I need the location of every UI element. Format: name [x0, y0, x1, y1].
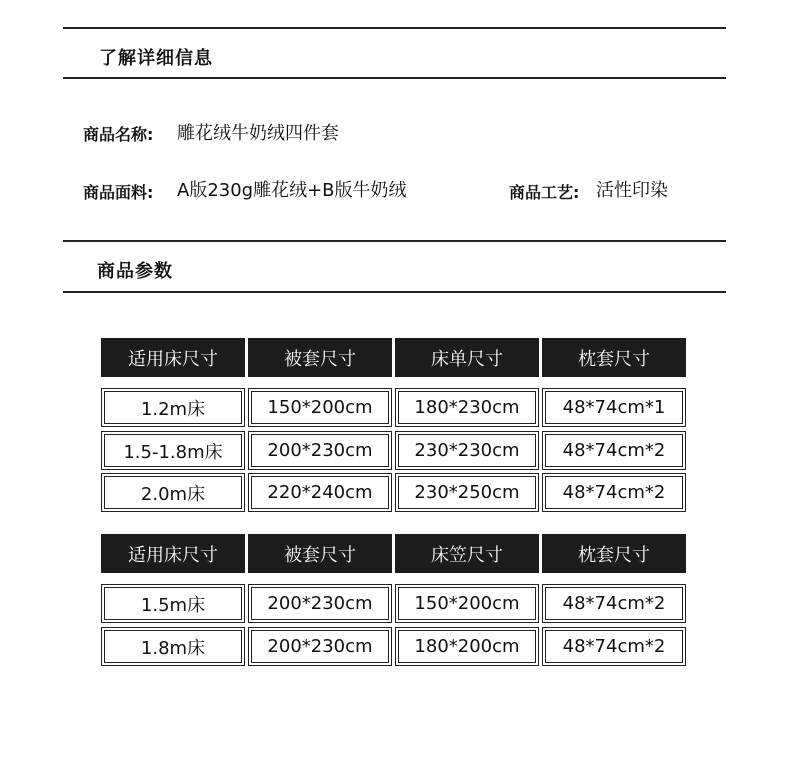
details-title-divider [63, 77, 726, 79]
params-divider-bottom [63, 291, 726, 293]
cell-pillowcase-size: 48*74cm*1 [542, 388, 686, 427]
product-craft-label: 商品工艺: [509, 183, 580, 202]
size-table-fitted-sheet [101, 534, 687, 666]
top-divider [63, 27, 726, 29]
cell-duvet-size: 200*230cm [248, 431, 392, 470]
header-fitted-sheet-size: 床笠尺寸 [395, 534, 539, 573]
params-divider-top [63, 240, 726, 242]
cell-pillowcase-size: 48*74cm*2 [542, 627, 686, 666]
cell-bed-size: 1.5-1.8m床 [101, 431, 245, 470]
product-craft-value: 活性印染 [596, 180, 668, 201]
cell-sheet-size: 230*230cm [395, 431, 539, 470]
cell-pillowcase-size: 48*74cm*2 [542, 431, 686, 470]
header-duvet-size: 被套尺寸 [248, 338, 392, 377]
cell-bed-size: 2.0m床 [101, 473, 245, 512]
header-pillowcase-size: 枕套尺寸 [542, 338, 686, 377]
cell-duvet-size: 150*200cm [248, 388, 392, 427]
cell-fitted-sheet-size: 150*200cm [395, 584, 539, 623]
cell-bed-size: 1.5m床 [101, 584, 245, 623]
details-section-title: 了解详细信息 [99, 48, 213, 69]
header-bed-size: 适用床尺寸 [101, 338, 245, 377]
params-section-title: 商品参数 [97, 261, 173, 282]
header-duvet-size: 被套尺寸 [248, 534, 392, 573]
product-fabric-label: 商品面料: [83, 183, 154, 202]
cell-duvet-size: 200*230cm [248, 584, 392, 623]
cell-duvet-size: 220*240cm [248, 473, 392, 512]
cell-fitted-sheet-size: 180*200cm [395, 627, 539, 666]
cell-sheet-size: 230*250cm [395, 473, 539, 512]
header-bed-size: 适用床尺寸 [101, 534, 245, 573]
product-name-value: 雕花绒牛奶绒四件套 [177, 123, 339, 144]
cell-bed-size: 1.2m床 [101, 388, 245, 427]
cell-duvet-size: 200*230cm [248, 627, 392, 666]
product-fabric-value: A版230g雕花绒+B版牛奶绒 [177, 180, 407, 201]
header-sheet-size: 床单尺寸 [395, 338, 539, 377]
cell-pillowcase-size: 48*74cm*2 [542, 584, 686, 623]
cell-sheet-size: 180*230cm [395, 388, 539, 427]
header-pillowcase-size: 枕套尺寸 [542, 534, 686, 573]
cell-bed-size: 1.8m床 [101, 627, 245, 666]
size-table-sheet [101, 338, 687, 512]
product-name-label: 商品名称: [83, 125, 154, 144]
cell-pillowcase-size: 48*74cm*2 [542, 473, 686, 512]
